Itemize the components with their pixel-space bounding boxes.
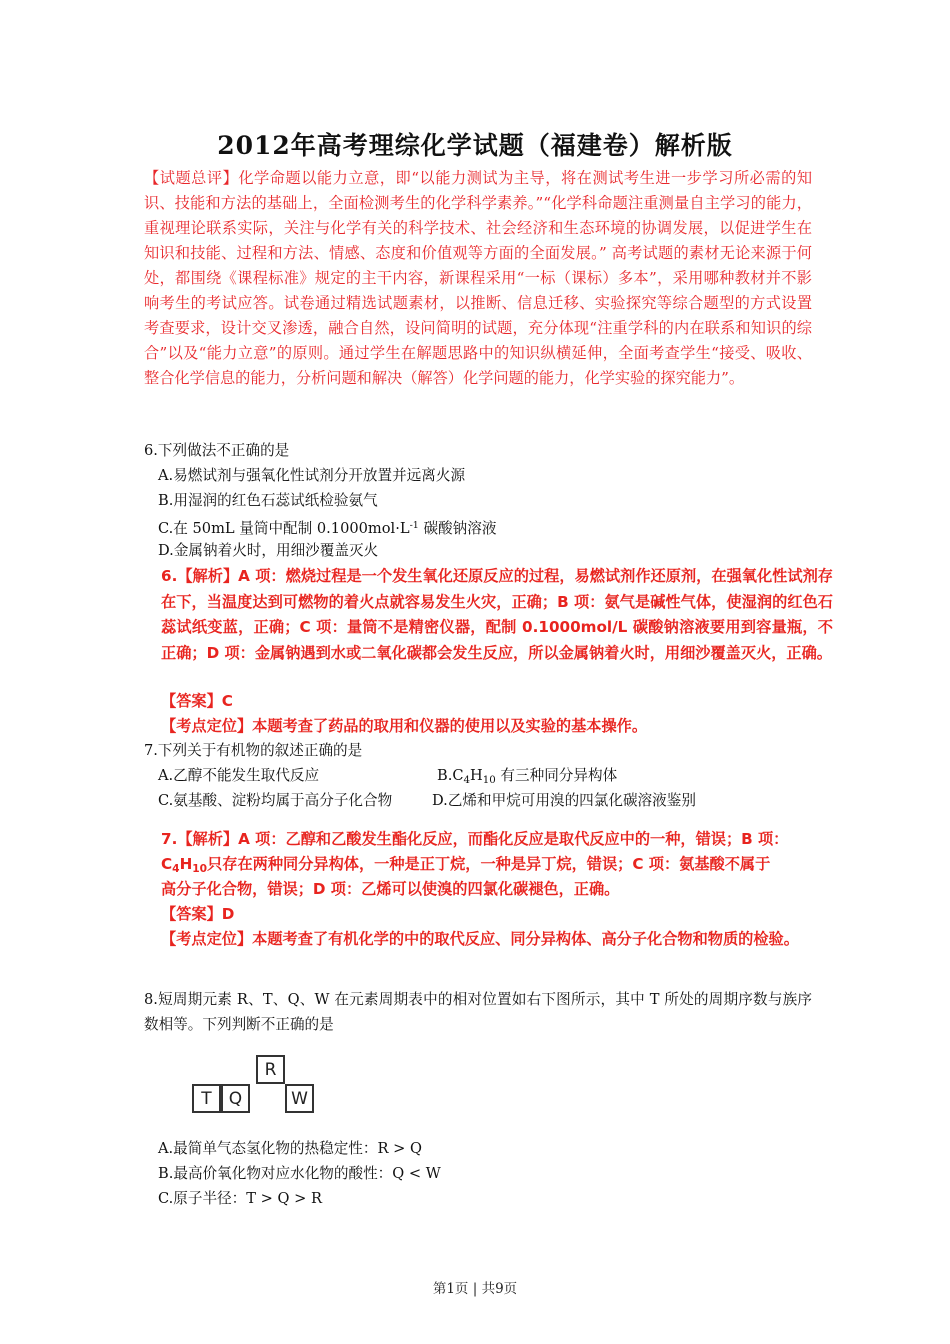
- question-8-option-a: A.最简单气态氢化物的热稳定性：R > Q: [158, 1140, 422, 1157]
- question-7-option-c: C.氨基酸、淀粉均属于高分子化合物: [158, 792, 393, 809]
- option-b-text-end: 有三种同分异构体: [495, 767, 618, 784]
- question-7-analysis-line-3: 高分子化合物，错误；D 项：乙烯可以使溴的四氯化碳褪色，正确。: [161, 880, 620, 898]
- page-title: 2012年高考理综化学试题（福建卷）解析版: [217, 131, 733, 160]
- question-7-stem: 7.下列关于有机物的叙述正确的是: [144, 742, 363, 759]
- cell-t: T: [192, 1084, 221, 1113]
- cell-r: R: [256, 1055, 285, 1084]
- summary-tag: 【试题总评】: [144, 169, 239, 187]
- formula-subscript-4: 4: [172, 862, 180, 875]
- option-c-text: C.在 50mL 量筒中配制 0.1000mol·L: [158, 520, 410, 537]
- option-c-superscript: -1: [409, 520, 419, 531]
- option-b-text: B.C: [437, 767, 464, 784]
- question-7-key-point: 【考点定位】本题考查了有机化学的中的取代反应、同分异构体、高分子化合物和物质的检验。: [161, 930, 799, 948]
- page-footer: 第1页 | 共9页: [432, 1281, 518, 1297]
- question-8-stem: 8.短周期元素 R、T、Q、W 在元素周期表中的相对位置如右下图所示，其中 T 所处的周期序数与族序数相等。下列判断不正确的是: [144, 991, 812, 1033]
- question-6-option-c: [158, 514, 496, 541]
- formula-c: C: [161, 855, 173, 873]
- question-7-answer: 【答案】D: [161, 905, 235, 923]
- question-7-analysis-line-1: 7.【解析】A 项：乙醇和乙酸发生酯化反应，而酯化反应是取代反应中的一种，错误；B 项：: [161, 830, 789, 848]
- periodic-table-fragment: [192, 1055, 318, 1117]
- exam-summary: [144, 166, 812, 391]
- formula-h: H: [179, 855, 193, 873]
- question-7-option-a: A.乙醇不能发生取代反应: [158, 767, 320, 784]
- analysis-text: 只存在两种同分异构体，一种是正丁烷，一种是异丁烷，错误；C 项：氨基酸不属于: [207, 855, 771, 873]
- cell-w: W: [285, 1084, 314, 1113]
- question-7-option-d: D.乙烯和甲烷可用溴的四氯化碳溶液鉴别: [432, 792, 696, 809]
- option-b-h: H: [470, 767, 483, 784]
- summary-text: 化学命题以能力立意，即“以能力测试为主导，将在测试考生进一步学习所必需的知识、技能和方法的基础上，全面检测考生的化学科学素养。”“化学科命题注重测量自主学习的能力，重视理论联系实际，关注与化学有关的科学技术、社会经济和生态环境的协调发展，以促进学生在知识和技能、过程和方法、情感、态度和价值观等方面的全面发展。” 高考试题的素材无论来源于何处，都围绕《课程标准》规定的主干内容，新课程采用“一标（课标）多本”，采用哪种教材并不影响考生的考试应答。试卷通过精选试题素材，以推断、信息迁移、实验探究等综合题型的方式设置考查要求，设计交叉渗透，融合自然，设问简明的试题，充分体现“注重学科的内在联系和知识的综合”以及“能力立意”的原则。通过学生在解题思路中的知识纵横延伸，全面考查学生“接受、吸收、整合化学信息的能力，分析问题和解决（解答）化学问题的能力，化学实验的探究能力”。: [144, 169, 813, 387]
- question-6-key-point: 【考点定位】本题考查了药品的取用和仪器的使用以及实验的基本操作。: [161, 717, 647, 735]
- question-6-option-d: D.金属钠着火时，用细沙覆盖灭火: [158, 542, 379, 559]
- option-b-subscript-10: 10: [482, 775, 496, 786]
- question-8-option-c: C.原子半径：T > Q > R: [158, 1190, 322, 1207]
- question-6-answer: 【答案】C: [161, 692, 233, 710]
- question-6-stem: 6.下列做法不正确的是: [144, 442, 290, 459]
- cell-q: Q: [221, 1084, 250, 1113]
- formula-subscript-10: 10: [192, 862, 208, 875]
- question-6-option-a: A.易燃试剂与强氧化性试剂分开放置并远离火源: [158, 467, 466, 484]
- option-b-subscript-4: 4: [463, 775, 471, 786]
- question-6-option-b: B.用湿润的红色石蕊试纸检验氨气: [158, 492, 378, 509]
- question-8-option-b: B.最高价氧化物对应水化物的酸性：Q < W: [158, 1165, 441, 1182]
- question-6-analysis: 6.【解析】A 项：燃烧过程是一个发生氧化还原反应的过程，易燃试剂作还原剂，在强氧化性试剂存在下，当温度达到可燃物的着火点就容易发生火灾，正确；B 项：氨气是碱性气体，使湿润的红色石蕊试纸变蓝，正确；C 项：量筒不是精密仪器，配制 0.1000mol/L 碳酸钠溶液要用到容量瓶，不正确；D 项：金属钠遇到水或二氧化碳都会发生反应，所以金属钠着火时，用细沙覆盖灭火，正确。: [161, 567, 833, 662]
- option-c-text-end: 碳酸钠溶液: [418, 520, 497, 537]
